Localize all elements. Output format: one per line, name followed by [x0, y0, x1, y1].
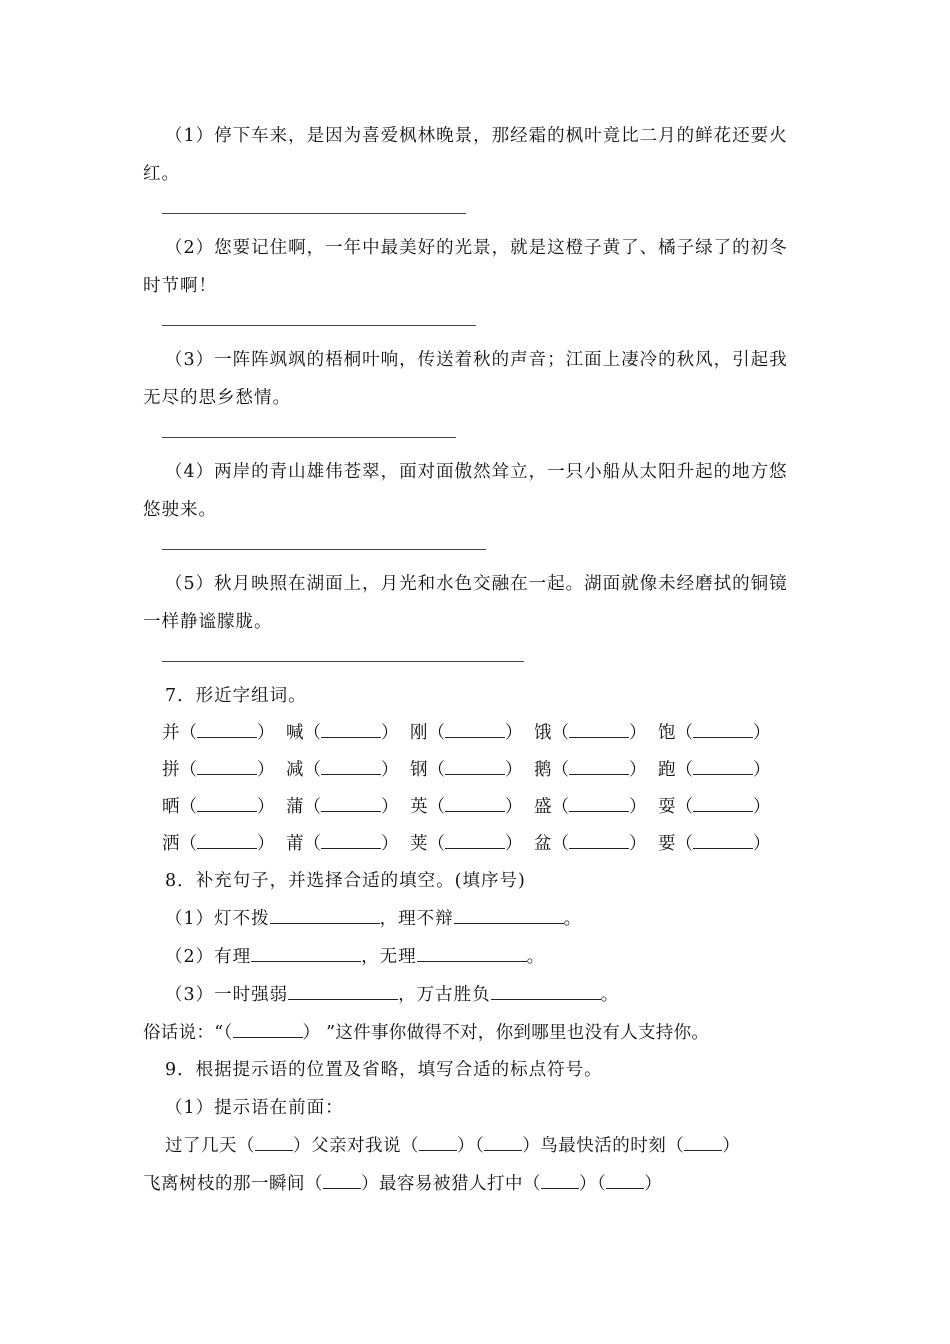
q8-blank[interactable] [491, 983, 601, 1000]
q8-blank[interactable] [288, 983, 398, 1000]
q7-cell: 晒（ ） [162, 797, 275, 817]
q7-blank[interactable] [693, 832, 753, 849]
q9-blank[interactable] [541, 1172, 579, 1189]
q6-answer-line-5[interactable] [162, 661, 524, 662]
q7-cell: 盛（ ） [534, 797, 647, 817]
q7-blank[interactable] [321, 721, 381, 738]
q7-cell: 英（ ） [410, 797, 523, 817]
q9-line-2: 飞离树枝的那一瞬间（ ）最容易被猎人打中（ ）（ ） [143, 1174, 663, 1194]
q7-row [162, 830, 782, 855]
q9-blank[interactable] [419, 1134, 457, 1151]
q7-cell: 喊（ ） [286, 723, 399, 743]
q6-item-5-line2: 一样静谧朦胧。 [143, 612, 273, 632]
q6-item-3-line2: 无尽的思乡愁情。 [143, 388, 291, 408]
q8-blank[interactable] [251, 945, 361, 962]
q7-blank[interactable] [321, 758, 381, 775]
q7-cell: 洒（ ） [162, 834, 275, 854]
q7-blank[interactable] [445, 795, 505, 812]
q7-cell: 跑（ ） [658, 760, 771, 780]
q7-row [162, 719, 782, 744]
q9-sub: （1）提示语在前面： [165, 1098, 344, 1118]
q6-item-2-line1: （2）您要记住啊，一年中最美好的光景，就是这橙子黄了、橘子绿了的初冬 [165, 238, 788, 258]
q9-blank[interactable] [255, 1134, 293, 1151]
q7-blank[interactable] [321, 795, 381, 812]
q7-blank[interactable] [197, 832, 257, 849]
q8-blank[interactable] [417, 945, 527, 962]
q7-blank[interactable] [569, 758, 629, 775]
q7-blank[interactable] [693, 795, 753, 812]
q7-cell: 拼（ ） [162, 760, 275, 780]
q7-cell: 钢（ ） [410, 760, 523, 780]
q9-title: 9．根据提示语的位置及省略，填写合适的标点符号。 [165, 1060, 603, 1080]
q9-blank[interactable] [484, 1134, 522, 1151]
q6-answer-line-3[interactable] [162, 437, 456, 438]
q6-item-1-line1: （1）停下车来，是因为喜爱枫林晚景，那经霜的枫叶竟比二月的鲜花还要火 [165, 126, 788, 146]
q7-blank[interactable] [321, 832, 381, 849]
q9-blank[interactable] [684, 1134, 722, 1151]
q7-blank[interactable] [445, 721, 505, 738]
q6-item-5-line1: （5）秋月映照在湖面上，月光和水色交融在一起。湖面就像未经磨拭的铜镜 [165, 574, 788, 594]
q7-cell: 耍（ ） [658, 797, 771, 817]
q7-blank[interactable] [569, 832, 629, 849]
q6-item-1-line2: 红。 [143, 164, 180, 184]
q6-item-4-line2: 悠驶来。 [143, 500, 217, 520]
q7-cell: 蒲（ ） [286, 797, 399, 817]
q7-cell: 并（ ） [162, 723, 275, 743]
q6-answer-line-1[interactable] [162, 213, 466, 214]
q7-cell: 要（ ） [658, 834, 771, 854]
q9-line-1: 过了几天（ ）父亲对我说（ ）（ ）鸟最快活的时刻（ ） [165, 1136, 741, 1156]
q7-cell: 饿（ ） [534, 723, 647, 743]
q7-cell: 饱（ ） [658, 723, 771, 743]
q8-blank[interactable] [454, 907, 564, 924]
q7-blank[interactable] [569, 795, 629, 812]
q8-item-1: （1）灯不拨 ，理不辩 。 [165, 909, 583, 929]
q9-blank[interactable] [606, 1172, 644, 1189]
q8-item-2: （2）有理 ，无理 。 [165, 947, 546, 967]
q7-cell: 荚（ ） [410, 834, 523, 854]
q8-proverb-blank[interactable] [233, 1021, 303, 1038]
q7-row [162, 793, 782, 818]
q7-cell: 鹅（ ） [534, 760, 647, 780]
q6-item-3-line1: （3）一阵阵飒飒的梧桐叶响，传送着秋的声音；江面上凄冷的秋风，引起我 [165, 350, 788, 370]
q9-blank[interactable] [323, 1172, 361, 1189]
q6-item-4-line1: （4）两岸的青山雄伟苍翠，面对面傲然耸立，一只小船从太阳升起的地方悠 [165, 462, 788, 482]
q8-item-3: （3）一时强弱 ，万古胜负 。 [165, 985, 620, 1005]
q7-blank[interactable] [197, 758, 257, 775]
q7-title: 7．形近字组词。 [165, 686, 307, 706]
q7-blank[interactable] [445, 832, 505, 849]
q7-blank[interactable] [569, 721, 629, 738]
q7-cell: 盆（ ） [534, 834, 647, 854]
q8-blank[interactable] [270, 907, 380, 924]
q7-blank[interactable] [693, 758, 753, 775]
q6-answer-line-2[interactable] [162, 325, 476, 326]
q7-cell: 刚（ ） [410, 723, 523, 743]
q6-answer-line-4[interactable] [162, 549, 486, 550]
q7-cell: 减（ ） [286, 760, 399, 780]
q7-row [162, 756, 782, 781]
q7-cell: 莆（ ） [286, 834, 399, 854]
q6-item-2-line2: 时节啊！ [143, 276, 217, 296]
q7-blank[interactable] [445, 758, 505, 775]
q7-blank[interactable] [197, 721, 257, 738]
q7-blank[interactable] [693, 721, 753, 738]
q8-proverb: 俗话说：“（ ） ”这件事你做得不对，你到哪里也没有人支持你。 [143, 1023, 710, 1043]
q7-blank[interactable] [197, 795, 257, 812]
q8-title: 8．补充句子，并选择合适的填空。(填序号) [165, 871, 526, 891]
